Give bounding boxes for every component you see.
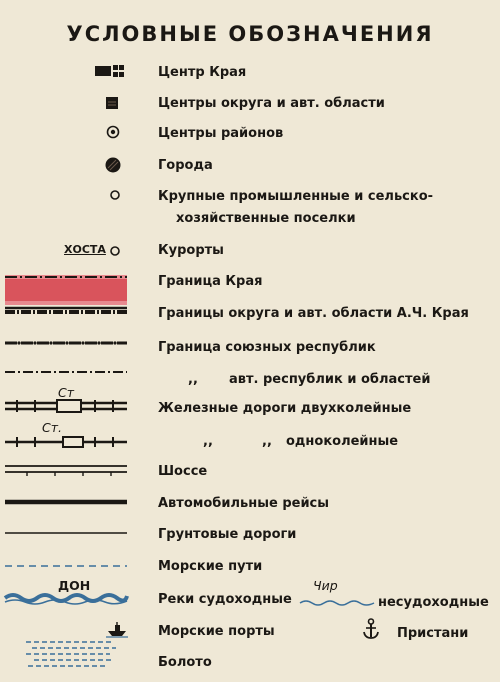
- river-sample-name: ДОН: [58, 578, 91, 593]
- bus-route-symbol: [5, 497, 127, 507]
- label-highway: Шоссе: [158, 464, 208, 479]
- district-center-icon: [106, 125, 120, 139]
- station-label-1: Ст: [58, 385, 75, 400]
- label-ditto-aut: ,,: [188, 372, 198, 387]
- river-non-navigable-symbol: [300, 598, 374, 608]
- label-cities: Города: [158, 158, 213, 173]
- label-piers: Пристани: [397, 626, 469, 641]
- union-border-symbol: [5, 336, 127, 350]
- label-district-center: Центры районов: [158, 126, 284, 141]
- label-sea-routes: Морские пути: [158, 559, 263, 574]
- river-small-name: Чир: [313, 578, 338, 593]
- label-aut-border: авт. республик и областей: [229, 372, 431, 387]
- label-sea-ports: Морские порты: [158, 624, 275, 639]
- label-okrug-center: Центры округа и авт. области: [158, 96, 385, 111]
- settlement-icon: [109, 189, 121, 201]
- dirt-road-symbol: [5, 529, 127, 537]
- okrug-border-symbol: [5, 305, 127, 319]
- highway-symbol: [5, 462, 127, 476]
- label-resorts: Курорты: [158, 243, 224, 258]
- river-navigable-symbol: [5, 590, 127, 606]
- anchor-icon: [362, 618, 380, 640]
- railway-double-symbol: [5, 398, 127, 414]
- aut-border-symbol: [5, 366, 127, 378]
- label-railway-double: Железные дороги двухколейные: [158, 401, 412, 416]
- label-railway-single: одноколейные: [286, 434, 399, 449]
- railway-single-symbol: [5, 434, 127, 450]
- label-okrug-border: Границы округа и авт. области А.Ч. Края: [158, 306, 469, 321]
- label-union-border: Граница союзных республик: [158, 340, 376, 355]
- okrug-center-icon: [105, 96, 119, 110]
- swamp-symbol: [26, 640, 116, 670]
- label-bus-routes: Автомобильные рейсы: [158, 496, 330, 511]
- sea-route-symbol: [5, 562, 127, 570]
- label-ditto-rail-1: ,,: [203, 434, 213, 449]
- station-label-2: Ст.: [42, 420, 62, 435]
- label-settlements-line2: хозяйственные поселки: [176, 211, 356, 226]
- resort-icon: [109, 245, 121, 257]
- sea-port-icon: [106, 622, 128, 638]
- label-dirt-roads: Грунтовые дороги: [158, 527, 297, 542]
- legend-title: УСЛОВНЫЕ ОБОЗНАЧЕНИЯ: [66, 22, 434, 46]
- region-center-icon: [95, 65, 131, 77]
- label-settlements-line1: Крупные промышленные и сельско-: [158, 189, 434, 204]
- city-icon: [104, 156, 122, 174]
- label-rivers-non-navigable: несудоходные: [378, 595, 489, 610]
- resort-sample-name: ХОСТА: [64, 243, 106, 256]
- label-swamp: Болото: [158, 655, 212, 670]
- label-ditto-rail-2: ,,: [262, 434, 272, 449]
- label-region-border: Граница Края: [158, 274, 263, 289]
- label-rivers-navigable: Реки судоходные: [158, 592, 292, 607]
- label-region-center: Центр Края: [158, 65, 247, 80]
